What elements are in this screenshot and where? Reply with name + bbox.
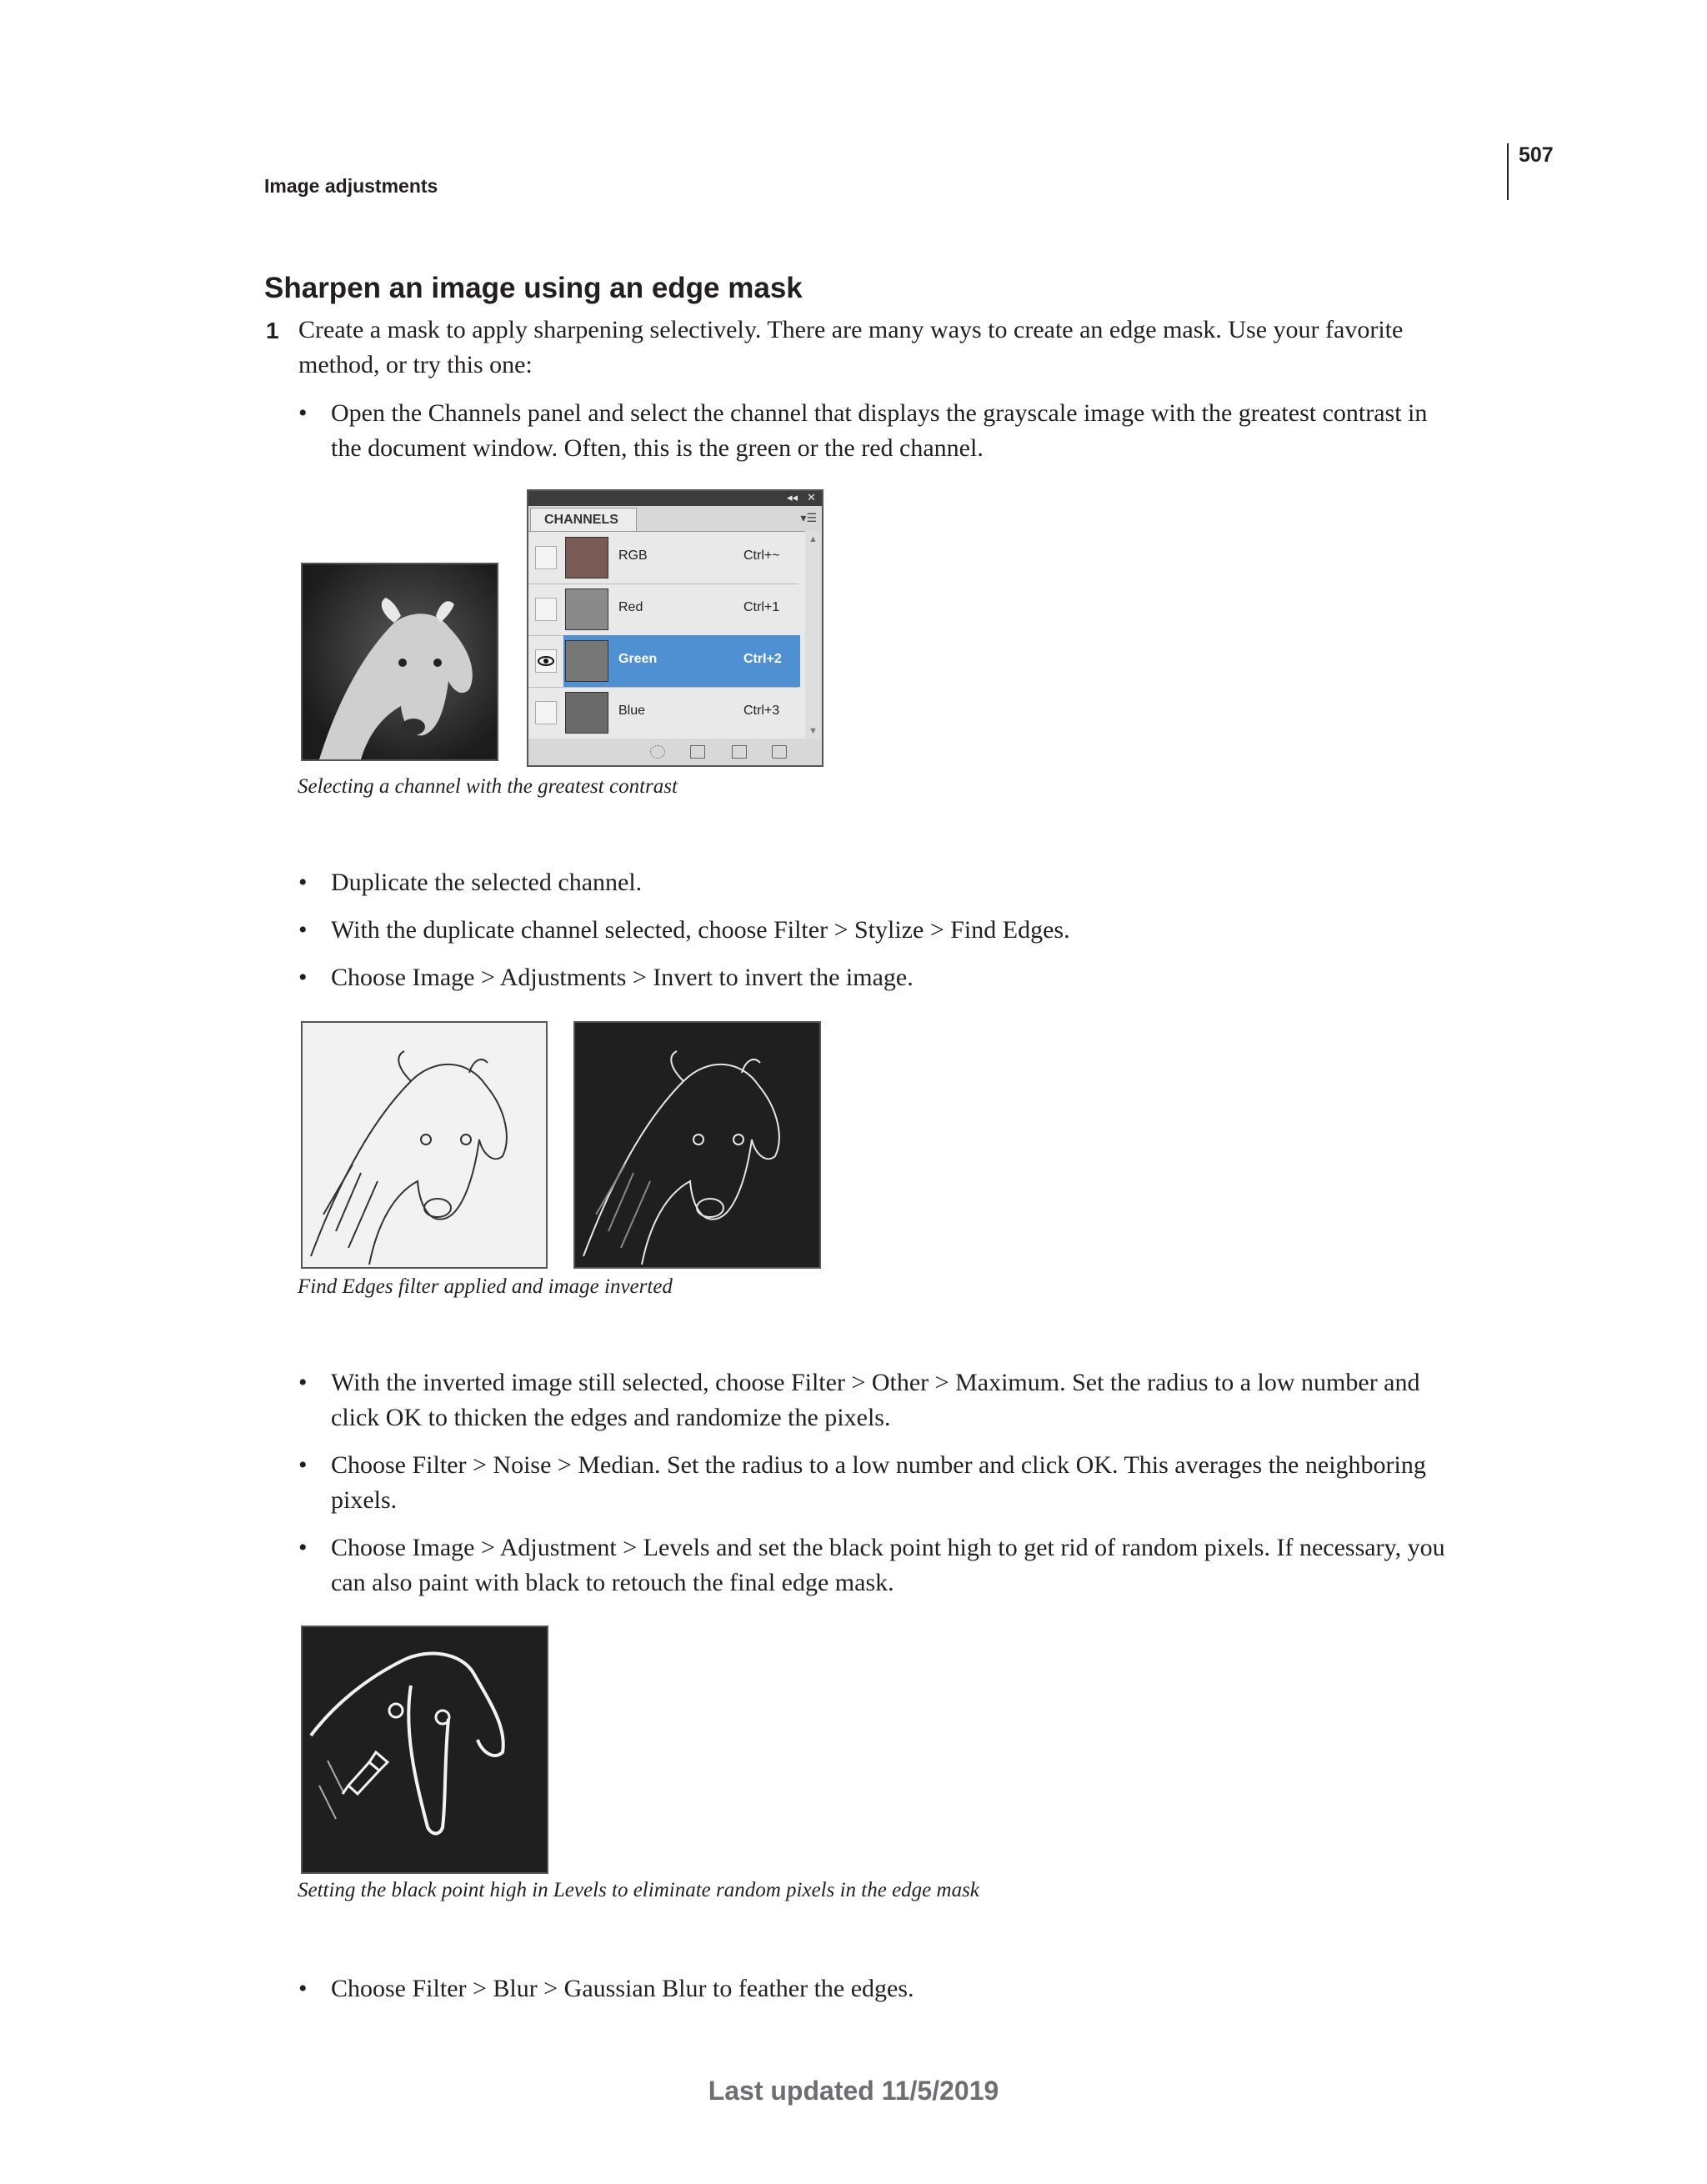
figure-caption: Selecting a channel with the greatest contrast [298,775,678,798]
bullet-1-line-1: Open the Channels panel and select the channel that displays the grayscale image with the greatest contrast in [331,399,1428,427]
bullet-marker: • [298,1534,308,1561]
bullet-2: Duplicate the selected channel. [331,869,643,896]
channel-thumbnail [565,640,608,682]
running-head: Image adjustments [264,175,438,197]
save-selection-icon[interactable] [690,745,705,759]
channel-row-green[interactable] [528,635,798,688]
step-text-line-2: method, or try this one: [298,351,533,378]
new-channel-icon[interactable] [732,745,747,759]
channel-row-red[interactable] [528,584,798,636]
channel-name: Red [618,600,643,614]
goat-grayscale-photo [301,563,498,761]
visibility-eye-icon[interactable] [535,649,557,673]
panel-title-bar [528,491,822,506]
page-number: 507 [1519,143,1554,167]
bullet-marker: • [298,1451,308,1479]
figure-caption: Find Edges filter applied and image inverted [298,1275,673,1298]
scroll-down-icon[interactable]: ▼ [808,726,818,736]
panel-scrollbar[interactable] [805,531,820,739]
bullet-marker: • [298,869,308,896]
page-number-rule [1507,143,1509,200]
channel-name: Green [618,652,658,666]
bullet-marker: • [298,1975,308,2002]
trash-icon[interactable] [772,745,787,759]
channel-shortcut: Ctrl+3 [743,704,780,718]
bullet-marker: • [298,916,308,944]
scroll-up-icon[interactable]: ▲ [808,534,818,544]
bullet-3: With the duplicate channel selected, choose Filter > Stylize > Find Edges. [331,916,1070,944]
panel-close-icon[interactable]: ✕ [807,491,816,503]
channel-name: RGB [618,549,648,563]
channel-thumbnail [565,537,608,579]
channel-row-rgb[interactable] [528,532,798,584]
channel-shortcut: Ctrl+1 [743,600,780,614]
last-updated-footer: Last updated 11/5/2019 [708,2076,999,2106]
bullet-6-line-1: Choose Filter > Noise > Median. Set the radius to a low number and click OK. This averages the neighboring [331,1451,1426,1479]
channel-shortcut: Ctrl+2 [743,652,782,666]
panel-menu-icon[interactable]: ▾☰ [800,511,817,524]
bullet-marker: • [298,399,308,427]
bullet-7-line-2: can also paint with black to retouch the final edge mask. [331,1569,894,1596]
bullet-marker: • [298,964,308,991]
bullet-1-line-2: the document window. Often, this is the green or the red channel. [331,434,984,462]
channel-row-blue[interactable] [528,687,798,739]
edge-mask-image [301,1625,548,1874]
bullet-4: Choose Image > Adjustments > Invert to invert the image. [331,964,914,991]
panel-collapse-icon[interactable]: ◂◂ [787,491,798,503]
channels-tab[interactable]: CHANNELS [530,508,637,531]
bullet-8: Choose Filter > Blur > Gaussian Blur to feather the edges. [331,1975,914,2002]
eyedropper-icon [343,1752,388,1794]
channel-list [528,531,807,740]
visibility-toggle[interactable] [535,598,557,621]
bullet-7-line-1: Choose Image > Adjustment > Levels and set the black point high to get rid of random pixels. If necessary, you [331,1534,1445,1561]
channels-panel [527,489,823,767]
step-text-line-1: Create a mask to apply sharpening selectively. There are many ways to create an edge mask. Use your favorite [298,316,1404,343]
bullet-marker: • [298,1369,308,1396]
load-selection-icon[interactable] [650,745,665,759]
step-number: 1 [266,318,279,343]
channel-thumbnail [565,589,608,630]
bullet-5-line-2: click OK to thicken the edges and randomize the pixels. [331,1404,891,1431]
bullet-6-line-2: pixels. [331,1486,398,1514]
bullet-5-line-1: With the inverted image still selected, choose Filter > Other > Maximum. Set the radius to a low number and [331,1369,1420,1396]
channel-shortcut: Ctrl+~ [743,549,780,563]
inverted-edges-image [573,1021,821,1269]
section-title: Sharpen an image using an edge mask [264,272,803,304]
channel-thumbnail [565,692,608,734]
panel-footer [528,739,822,765]
channel-name: Blue [618,704,646,718]
visibility-toggle[interactable] [535,546,557,569]
visibility-toggle[interactable] [535,701,557,724]
find-edges-image [301,1021,548,1269]
figure-caption: Setting the black point high in Levels to eliminate random pixels in the edge mask [298,1879,979,1901]
